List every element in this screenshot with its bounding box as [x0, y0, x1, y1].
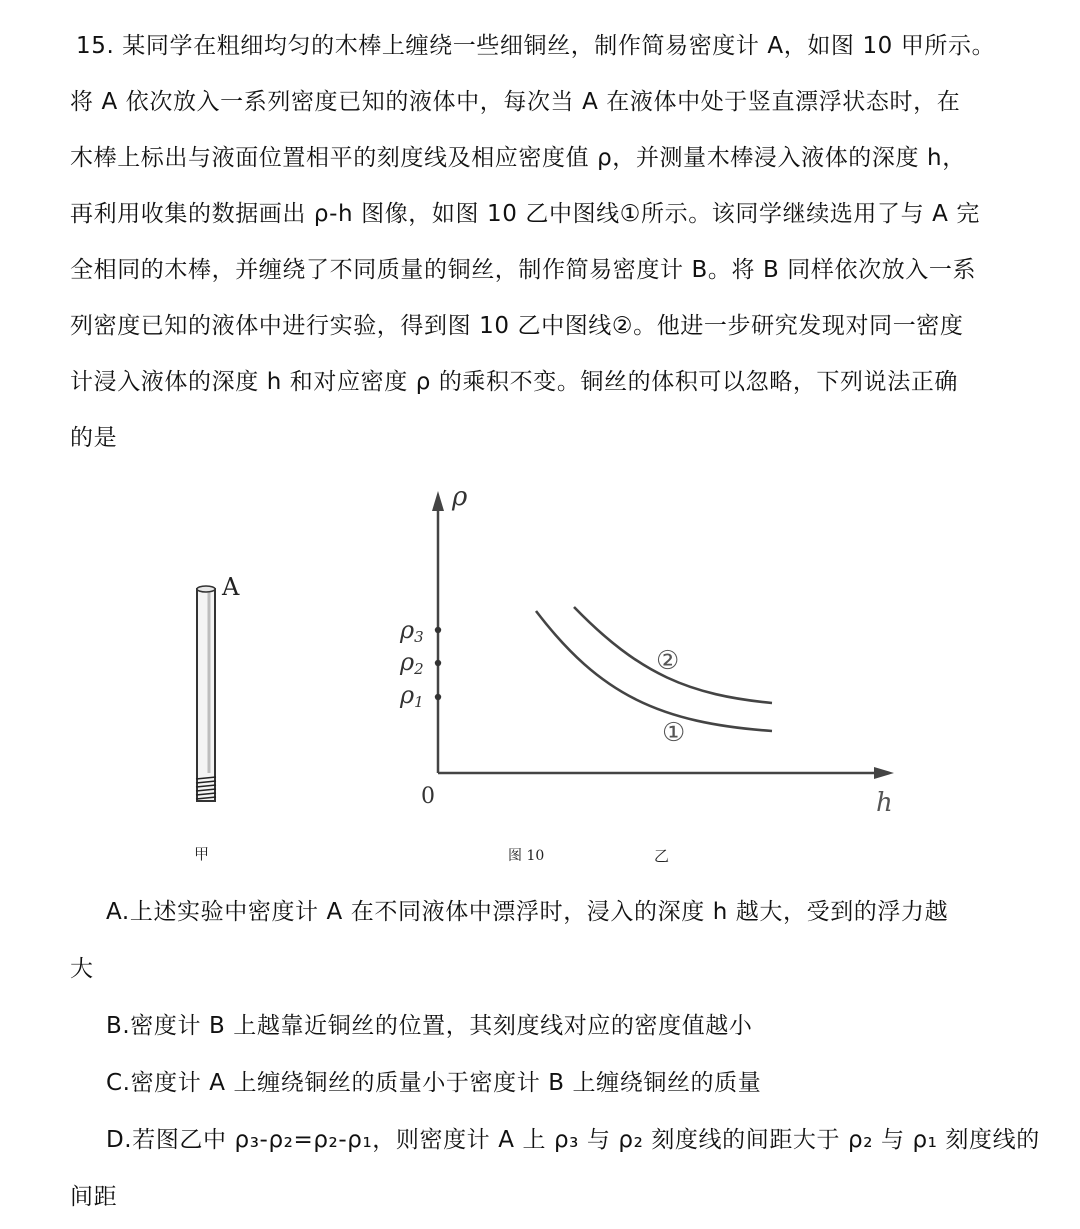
rho3-label: ρ3 [400, 616, 424, 646]
option-c[interactable]: C.密度计 A 上缠绕铜丝的质量小于密度计 B 上缠绕铜丝的质量 [106, 1070, 762, 1096]
figure-drawing [0, 455, 1080, 875]
curve-2-label: ② [656, 646, 680, 676]
x-axis-label: h [876, 788, 893, 818]
caption-jia: 甲 [194, 845, 210, 863]
question-stem [70, 18, 1030, 466]
origin-label: 0 [421, 784, 435, 809]
density-meter-rod [197, 586, 215, 801]
question-line: 的是 [70, 425, 118, 451]
option-b[interactable]: B.密度计 B 上越靠近铜丝的位置，其刻度线对应的密度值越小 [106, 1013, 753, 1039]
curve-1-label: ① [662, 718, 686, 748]
caption-yi: 乙 [654, 847, 670, 865]
figure-10 [0, 455, 1080, 875]
option-d-continued: 间距 [70, 1184, 118, 1210]
caption-figure-10: 图 10 [508, 848, 545, 864]
option-a[interactable]: A.上述实验中密度计 A 在不同液体中漂浮时，浸入的深度 h 越大，受到的浮力越 [106, 899, 949, 925]
question-line: 将 A 依次放入一系列密度已知的液体中，每次当 A 在液体中处于竖直漂浮状态时，在 [70, 89, 961, 115]
question-line: 再利用收集的数据画出 ρ-h 图像，如图 10 乙中图线①所示。该同学继续选用了与 A 完 [70, 201, 980, 227]
answer-options [70, 884, 1040, 1226]
rho2-point [435, 660, 441, 666]
rod-label: A [222, 573, 240, 601]
rho1-point [435, 694, 441, 700]
y-axis-label: ρ [452, 482, 468, 512]
rho1-label: ρ1 [400, 681, 424, 711]
question-line: 计浸入液体的深度 h 和对应密度 ρ 的乘积不变。铜丝的体积可以忽略，下列说法正确 [70, 369, 959, 395]
question-line: 木棒上标出与液面位置相平的刻度线及相应密度值 ρ，并测量木棒浸入液体的深度 h， [70, 145, 966, 171]
option-d[interactable]: D.若图乙中 ρ₃-ρ₂=ρ₂-ρ₁，则密度计 A 上 ρ₃ 与 ρ₂ 刻度线的间距大于 ρ₂ 与 ρ₁ 刻度线的 [106, 1127, 1040, 1153]
question-line: 15. 某同学在粗细均匀的木棒上缠绕一些细铜丝，制作简易密度计 A，如图 10 甲所示。 [76, 33, 996, 59]
rho3-point [435, 627, 441, 633]
question-line: 全相同的木棒，并缠绕了不同质量的铜丝，制作简易密度计 B。将 B 同样依次放入一系 [70, 257, 977, 283]
question-line: 列密度已知的液体中进行实验，得到图 10 乙中图线②。他进一步研究发现对同一密度 [70, 313, 964, 339]
rho2-label: ρ2 [400, 648, 424, 678]
option-a-continued: 大 [70, 956, 94, 982]
